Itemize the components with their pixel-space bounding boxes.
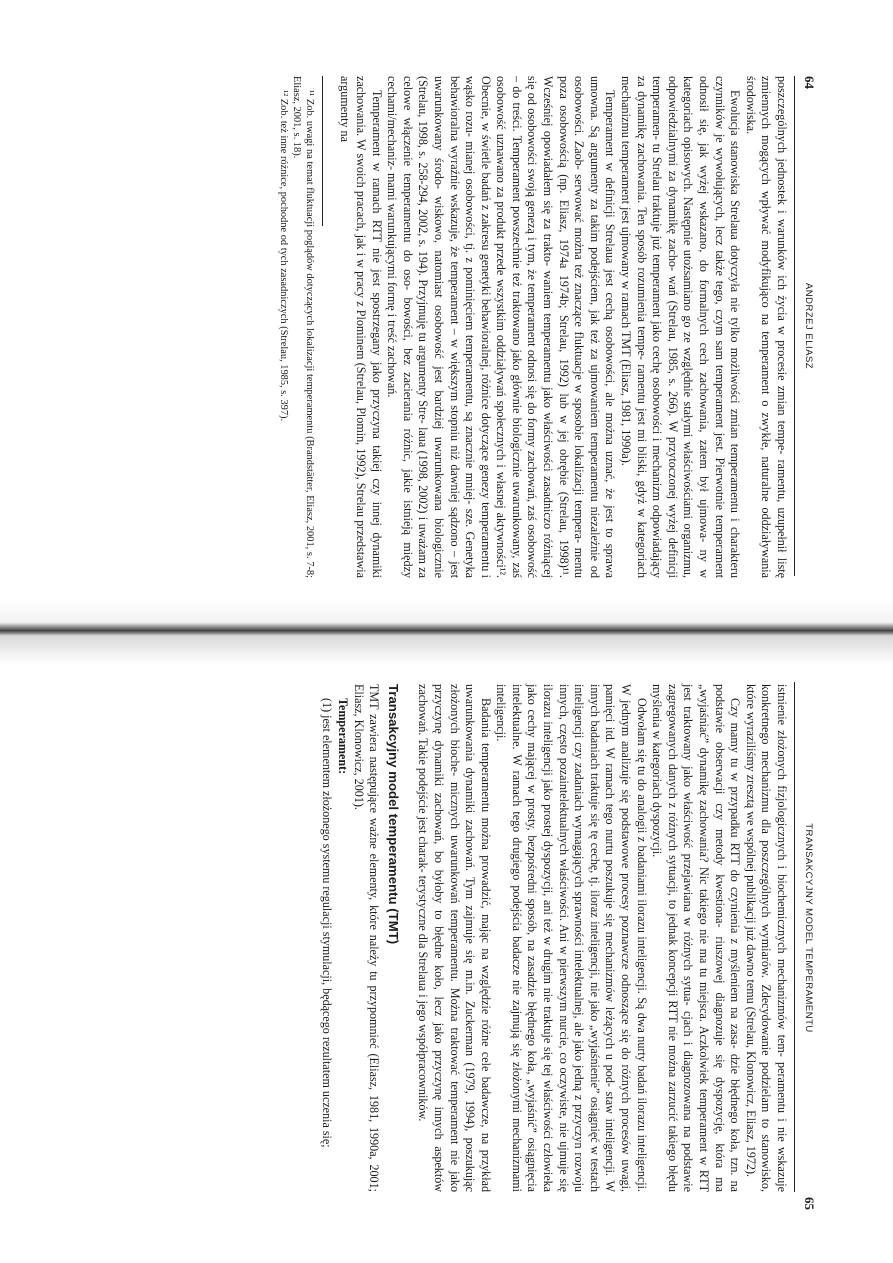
- paragraph: Odwołam się tu do analogii z badaniami ilorazu inteligencji. Są dwa nurty badań ilorazu inteligencji. W jednym analizuje się podstawowe procesy poznawcze odnoszące się do różnych procesów uwagi, pamięci itd. W ramach tego nurtu poszukuje się mechanizmów leżących u pod- staw inteligencji. W innych badaniach traktuje się tę cechę, tj. iloraz inteligencji, nie jako „wyjaśnienie” osiągnięć w testach inteligencji czy zadaniach wymagających sprawności intelektualnej, ale jako jedną z przyczyn rozwoju innych, często pozaintelektualnych właściwości. Ani w pierwszym nurcie, co oczywiste, nie ujmuje się ilorazu inteligencji jako prostej dyspozycji, ani też w drugim nie traktuje się tej właściwości człowieka jako cechy mającej w prosty, bezpośredni sposób, na zasadzie błędnego koła, „wyjaśnić” osiągnięcia intelektualne. W ramach tego drugiego podejścia badacze nie zajmują się złożonymi mechanizmami inteligencji.: [494, 684, 649, 1192]
- paragraph: Badania temperamentu można prowadzić, mając na względzie różne cele badawcze, na przykład uwarunkowania dynamiki zachowań. Tym zajmuje się m.in. Zuckerman (1979, 1994), poszukując złożonych bioche- micznych uwarunkowań temperamentu. Można traktować temperament nie jako przyczynę dynamiki zachowań, bo byłoby to błędne koło, lecz jako przyczynę innych aspektów zachowań. Takie podejście jest charak- terystyczne dla Strelaua i jego współpracowników.: [416, 684, 493, 1192]
- header-rule: [794, 682, 795, 1192]
- footnote: ¹² Zob. też inne różnice, pochodne od tych zasadniczych (Strelau, 1985, s. 397).: [277, 90, 289, 422]
- running-header: TRANSAKCYJNY MODEL TEMPERAMENTU: [803, 823, 814, 1033]
- paragraph: TMT zawiera następujące ważne elementy, które należy tu przypomnieć (Eliasz, 1981, 1990a, 2001; Eliasz, Klonowicz, 2001).: [351, 684, 382, 1192]
- paragraph: Temperament w ramach RTT nie jest spostrzegany jako przyczyna takiej czy innej dynamiki zachowania. W swoich pracach, jak i w pracy z Plominem (Strelau, Plomin, 1992), Strelau przedstawia argumenty na: [338, 76, 384, 578]
- left-page: [0, 60, 893, 592]
- paragraph: Ewolucja stanowiska Strelaua dotyczyła nie tylko możliwości zmian temperamentu i charakteru czynników je wywołujących, lecz także tego, czym sam temperament jest. Pierwotnie temperament odnosił się, jak wyżej wskazano, do formalnych cech zachowania, zatem był ujmowa- ny w kategoriach opisowych. Następnie utożsamiano go ze względnie stałymi właściwościami organizmu, odpowiedzialnymi za dynamikę zacho- wań (Strelau, 1985, s. 266). W przytoczonej wyżej definicji temperamen- tu Strelau traktuje już temperament jako cechę osobowości i mechanizm odpowiadający za dynamikę zachowania. Ten sposób rozumienia tempe- ramentu jest mi bliski, gdyż w kategoriach mechanizmu temperament jest ujmowany w ramach TMT (Eliasz, 1981, 1990a).: [619, 76, 743, 578]
- body-text: [319, 684, 789, 1192]
- running-header: ANDRZEJ ELIASZ: [803, 282, 814, 370]
- page-number: 64: [802, 76, 817, 89]
- book-gutter: [0, 600, 893, 664]
- paragraph: Temperament w definicji Strelaua jest cechą osobowości, ale można uznać, że jest to sprawa umowna. Są argumenty za takim podejściem, jak też za ujmowaniem temperamentu niezależnie od osobowości. Zaob- serwować można też znaczące fluktuacje w sposobie lokalizacji tempera- mentu poza osobowością (np. Eliasz, 1974a 1974b; Strelau, 1992) lub w jej obrębie (Strelau, 1998)¹¹. Wcześniej opowiadałem się za trakto- waniem temperamentu jako właściwości zasadniczo różniącej się od osobowości swoją genezą i tym, że temperament odnosi się do formy zachowań, zaś osobowość – do treści. Temperament powszechnie też traktowano jako głównie biologicznie uwarunkowany, zaś osobowość uznawano za produkt przede wszystkim oddziaływań społecznych i własnej aktywności¹². Obecnie, w świetle badań z zakresu genetyki behawioralnej, różnice dotyczące genezy temperamentu i wąsko rozu- mianej osobowości, tj. z pominięciem temperamentu, są znacznie mniej- sze. Genetyka behawioralna wyraźnie wskazuje, że temperament – w większym stopniu niż dawniej sądzono – jest uwarunkowany środo- wiskowo, natomiast osobowość jest bardziej uwarunkowana biologicznie (Strelau, 1998, s. 258-294, 2002, s. 194). Przyjmuję tu argumenty Stre- laua (1998, 2002) i uważam za celowe włączenie temperamentu do oso- bowości, bez zacierania różnic, jakie istnieją między cechami/mechaniz- mami warunkującymi formę i treść zachowań.: [385, 76, 618, 578]
- gutter-shadow: [0, 600, 893, 664]
- section-title: Transakcyjny model temperamentu (TMT): [385, 684, 401, 945]
- right-page: [0, 668, 893, 1228]
- paragraph: Czy mamy tu w przypadku RTT do czynienia z myśleniem na zasa- dzie błędnego koła, tzn. na podstawie obserwacji czy metody kwestiona- riuszowej diagnozuje się dyspozycję, która ma „wyjaśniać” dynamikę zachowania? Nic takiego nie ma tu miejsca. Aczkolwiek temperament w RTT jest traktowany jako właściwość przejawiana w różnych sytua- cjach i diagnozowana na podstawie zagregowanych danych z różnych sytuacji, to jednak koncepcji RTT nie można zarzucić takiego błędu myślenia w kategoriach dyspozycji.: [650, 684, 743, 1192]
- paragraph: poszczególnych jednostek i warunków ich życia w procesie zmian tempe- ramentu, uzupełnił listę zmiennych mogących wpływać modyfikująco na temperament o zwykłe, naturalne oddziaływania środowiska.: [743, 76, 789, 578]
- footnote: ¹¹ Zob. uwagi na temat fluktuacji poglądów dotyczących lokalizacji temperamentu (Brandstätter, Eliasz, 2001, s. 7-8; Eliasz, 2001, s. 18).: [290, 76, 315, 578]
- list-item: (1) jest elementem złożonego systemu regulacji stymulacji, będącego rezultatem uczenia się;: [320, 698, 335, 1148]
- paragraph: istnienie złożonych fizjologicznych i biochemicznych mechanizmów tem- peramentu i nie wskazuje konkretnego mechanizmu dla poszczególnych wymiarów. Zdecydowanie podzielam to stanowisko, które wyraziliśmy zresztą we wspólnej publikacji już dawno temu (Strelau, Klonowicz, Eliasz, 1972).: [743, 684, 789, 1192]
- body-text: [277, 76, 789, 578]
- header-rule: [794, 76, 795, 576]
- footnote-rule: [322, 76, 323, 226]
- subheading: Temperament:: [335, 698, 350, 775]
- page-number: 65: [802, 1197, 817, 1210]
